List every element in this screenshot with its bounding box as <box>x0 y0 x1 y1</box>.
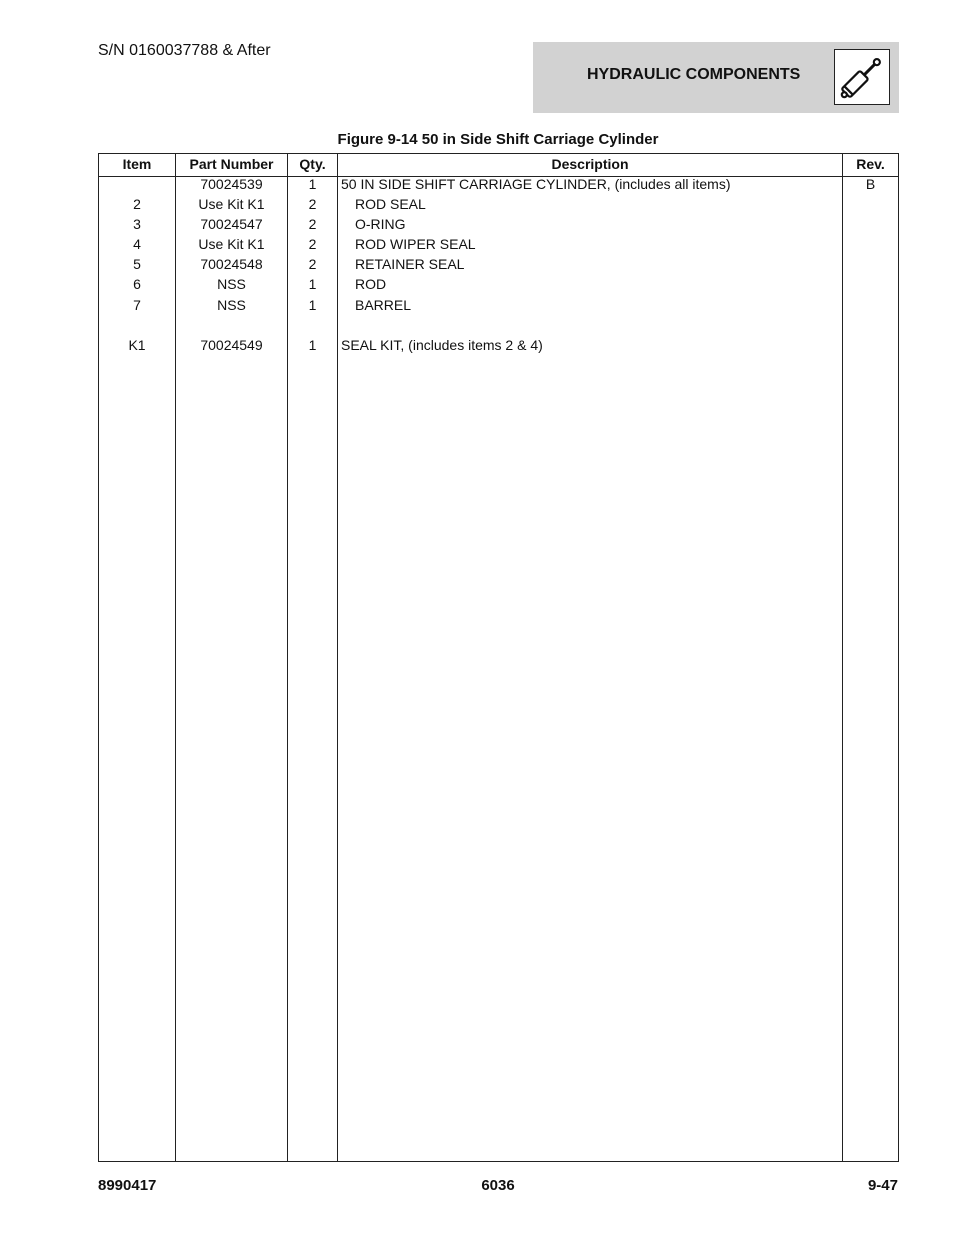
description-cell: O-RING <box>355 216 406 232</box>
section-title: HYDRAULIC COMPONENTS <box>587 66 801 83</box>
column-header-item: Item <box>122 156 152 172</box>
table-row <box>99 214 898 234</box>
qty-cell: 1 <box>308 337 317 353</box>
item-cell: 2 <box>133 196 141 212</box>
table-row <box>99 194 898 214</box>
part-number-cell: Use Kit K1 <box>198 196 265 212</box>
serial-number: S/N 0160037788 & After <box>98 42 271 59</box>
item-cell: 6 <box>133 276 141 292</box>
part-number-cell: 70024539 <box>200 176 263 192</box>
item-cell: 4 <box>133 236 141 252</box>
description-cell: ROD <box>355 276 387 292</box>
part-number-cell: NSS <box>217 276 246 292</box>
description-cell: ROD WIPER SEAL <box>355 236 476 252</box>
part-number-cell: 70024549 <box>200 337 263 353</box>
qty-cell: 1 <box>308 276 317 292</box>
item-cell: 7 <box>133 297 141 313</box>
item-cell: 5 <box>133 256 141 272</box>
footer-model: 6036 <box>481 1177 515 1194</box>
qty-cell: 1 <box>308 176 317 192</box>
hydraulic-cylinder-icon <box>834 49 890 105</box>
footer-doc-number: 8990417 <box>98 1177 157 1194</box>
figure-title: Figure 9-14 50 in Side Shift Carriage Cylinder <box>337 131 659 148</box>
section-header <box>533 42 899 113</box>
description-cell: RETAINER SEAL <box>355 256 465 272</box>
table-row <box>99 234 898 254</box>
item-cell: K1 <box>128 337 146 353</box>
footer-page-number: 9-47 <box>867 1177 898 1194</box>
table-row <box>99 174 898 194</box>
qty-cell: 2 <box>308 256 317 272</box>
rev-cell: B <box>865 176 876 192</box>
part-number-cell: 70024547 <box>200 216 263 232</box>
column-header-qty: Qty. <box>299 156 326 172</box>
table-row <box>99 295 898 315</box>
qty-cell: 2 <box>308 196 317 212</box>
table-row <box>99 274 898 294</box>
description-cell: SEAL KIT, (includes items 2 & 4) <box>341 337 543 353</box>
qty-cell: 2 <box>308 216 317 232</box>
column-header-rev: Rev. <box>856 156 885 172</box>
qty-cell: 1 <box>308 297 317 313</box>
description-cell: BARREL <box>355 297 412 313</box>
item-cell: 3 <box>133 216 141 232</box>
description-cell: ROD SEAL <box>355 196 426 212</box>
part-number-cell: 70024548 <box>200 256 263 272</box>
qty-cell: 2 <box>308 236 317 252</box>
part-number-cell: Use Kit K1 <box>198 236 265 252</box>
description-cell: 50 IN SIDE SHIFT CARRIAGE CYLINDER, (includes all items) <box>341 176 731 192</box>
part-number-cell: NSS <box>217 297 246 313</box>
table-row <box>99 335 898 355</box>
column-header-description: Description <box>551 156 629 172</box>
column-header-part-number: Part Number <box>189 156 274 172</box>
table-row <box>99 254 898 274</box>
parts-table <box>98 153 899 1162</box>
